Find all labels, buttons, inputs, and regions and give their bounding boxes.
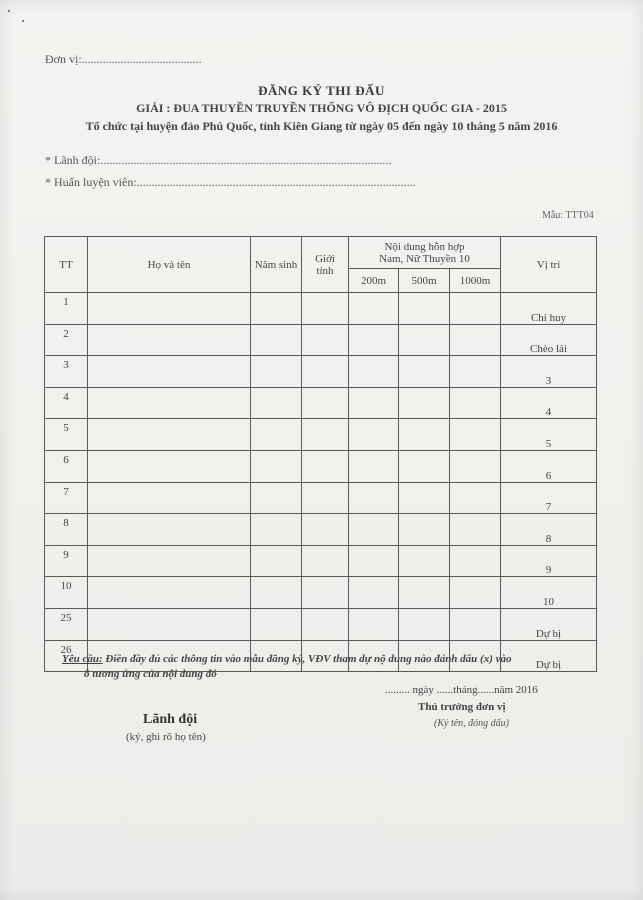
row-500m-cell[interactable]: [399, 482, 450, 514]
row-position-cell: 4: [501, 387, 597, 419]
table-row: [45, 482, 597, 514]
row-500m-cell[interactable]: [399, 387, 450, 419]
row-position-cell: 7: [501, 482, 597, 514]
row-name-cell[interactable]: [88, 356, 251, 388]
row-gender-cell[interactable]: [302, 387, 349, 419]
team-leader-field-label: * Lãnh đội:.................................................................................................: [45, 153, 392, 167]
row-position-cell: Chèo lái: [501, 324, 597, 356]
paper-speck: [22, 20, 24, 22]
row-birth-year-cell[interactable]: [251, 419, 302, 451]
header-full-name: Họ và tên: [88, 237, 251, 293]
row-birth-year-cell[interactable]: [251, 514, 302, 546]
row-200m-cell[interactable]: [349, 387, 399, 419]
row-1000m-cell[interactable]: [450, 324, 501, 356]
row-gender-cell[interactable]: [302, 293, 349, 325]
row-1000m-cell[interactable]: [450, 450, 501, 482]
row-1000m-cell[interactable]: [450, 387, 501, 419]
row-1000m-cell[interactable]: [450, 608, 501, 640]
row-200m-cell[interactable]: [349, 545, 399, 577]
row-tt-cell: 26: [45, 640, 88, 672]
header-events-line1: Nội dung hỗn hợp: [384, 240, 465, 253]
row-position-cell: Dự bị: [501, 608, 597, 640]
form-code: Mẫu: TTT04: [542, 210, 594, 221]
row-tt-cell: 5: [45, 419, 88, 451]
row-name-cell[interactable]: [88, 419, 251, 451]
row-tt-cell: 8: [45, 514, 88, 546]
row-500m-cell[interactable]: [399, 577, 450, 609]
row-500m-cell[interactable]: [399, 419, 450, 451]
row-position-cell: 3: [501, 356, 597, 388]
row-200m-cell[interactable]: [349, 293, 399, 325]
unit-head-title: Thủ trưởng đơn vị: [418, 701, 506, 713]
row-500m-cell[interactable]: [399, 514, 450, 546]
coach-field-label: * Huấn luyện viên:.............................................................................................: [45, 175, 416, 189]
table-body: [45, 293, 597, 672]
row-name-cell[interactable]: [88, 293, 251, 325]
row-tt-cell: 7: [45, 482, 88, 514]
table-row: [45, 387, 597, 419]
row-200m-cell[interactable]: [349, 356, 399, 388]
table-row: [45, 545, 597, 577]
table-row: [45, 577, 597, 609]
row-1000m-cell[interactable]: [450, 419, 501, 451]
row-tt-cell: 6: [45, 450, 88, 482]
table-row: [45, 608, 597, 640]
row-position-cell: 9: [501, 545, 597, 577]
requirement-note-line2: ô tương ứng của nội dung đó: [84, 668, 217, 680]
tournament-name: GIẢI : ĐUA THUYỀN TRUYỀN THỐNG VÔ ĐỊCH QUỐC GIA - 2015: [136, 101, 507, 115]
row-gender-cell[interactable]: [302, 356, 349, 388]
header-1000m: 1000m: [450, 269, 501, 293]
row-500m-cell[interactable]: [399, 324, 450, 356]
row-500m-cell[interactable]: [399, 545, 450, 577]
row-position-cell: 5: [501, 419, 597, 451]
row-500m-cell[interactable]: [399, 450, 450, 482]
row-gender-cell[interactable]: [302, 545, 349, 577]
header-gender-line1: Giới: [315, 252, 335, 265]
row-name-cell[interactable]: [88, 324, 251, 356]
table-row: [45, 514, 597, 546]
row-gender-cell[interactable]: [302, 419, 349, 451]
header-200m: 200m: [349, 269, 399, 293]
unit-head-instruction: (Ký tên, đóng dấu): [434, 718, 509, 729]
row-tt-cell: 10: [45, 577, 88, 609]
row-tt-cell: 9: [45, 545, 88, 577]
header-birth-year: Năm sinh: [251, 237, 302, 293]
paper-speck: [8, 10, 10, 12]
row-name-cell[interactable]: [88, 514, 251, 546]
row-tt-cell: 4: [45, 387, 88, 419]
table-row: [45, 356, 597, 388]
row-1000m-cell[interactable]: [450, 577, 501, 609]
row-200m-cell[interactable]: [349, 577, 399, 609]
row-1000m-cell[interactable]: [450, 356, 501, 388]
row-200m-cell[interactable]: [349, 514, 399, 546]
row-200m-cell[interactable]: [349, 419, 399, 451]
row-gender-cell[interactable]: [302, 324, 349, 356]
row-tt-cell: 25: [45, 608, 88, 640]
requirement-note: [62, 653, 512, 665]
row-name-cell[interactable]: [88, 545, 251, 577]
row-1000m-cell[interactable]: [450, 293, 501, 325]
header-gender-line2: tính: [316, 264, 334, 277]
table-row: [45, 293, 597, 325]
row-500m-cell[interactable]: [399, 293, 450, 325]
team-leader-title: Lãnh đội: [143, 712, 198, 727]
row-birth-year-cell[interactable]: [251, 577, 302, 609]
row-position-cell: 6: [501, 450, 597, 482]
signature-date-line: ......... ngày ......tháng......năm 2016: [385, 684, 538, 696]
table-row: [45, 450, 597, 482]
row-200m-cell[interactable]: [349, 324, 399, 356]
row-gender-cell[interactable]: [302, 577, 349, 609]
row-birth-year-cell[interactable]: [251, 293, 302, 325]
row-birth-year-cell[interactable]: [251, 387, 302, 419]
row-birth-year-cell[interactable]: [251, 545, 302, 577]
row-name-cell[interactable]: [88, 450, 251, 482]
row-position-cell: 10: [501, 577, 597, 609]
row-200m-cell[interactable]: [349, 608, 399, 640]
row-1000m-cell[interactable]: [450, 482, 501, 514]
header-gender: [302, 237, 349, 293]
row-birth-year-cell[interactable]: [251, 356, 302, 388]
requirement-text: Điền đầy đủ các thông tin vào mẫu đăng ký, VĐV tham dự nộ dung nào đánh dấu (x) vào: [102, 653, 512, 665]
header-events: [349, 237, 501, 269]
row-birth-year-cell[interactable]: [251, 482, 302, 514]
row-position-cell: Chỉ huy: [501, 293, 597, 325]
header-tt: TT: [45, 237, 88, 293]
row-200m-cell[interactable]: [349, 482, 399, 514]
row-birth-year-cell[interactable]: [251, 324, 302, 356]
row-name-cell[interactable]: [88, 482, 251, 514]
row-gender-cell[interactable]: [302, 450, 349, 482]
row-tt-cell: 1: [45, 293, 88, 325]
table-row: [45, 419, 597, 451]
row-tt-cell: 2: [45, 324, 88, 356]
team-leader-instruction: (ký, ghi rõ họ tên): [126, 731, 206, 743]
row-gender-cell[interactable]: [302, 514, 349, 546]
header-events-line2: Nam, Nữ Thuyền 10: [379, 252, 470, 265]
table-row: [45, 324, 597, 356]
organization-info: Tổ chức tại huyện đảo Phú Quốc, tỉnh Kiên Giang từ ngày 05 đến ngày 10 tháng 5 năm 2016: [85, 119, 558, 133]
row-name-cell[interactable]: [88, 387, 251, 419]
row-birth-year-cell[interactable]: [251, 608, 302, 640]
requirement-label: Yêu cầu:: [62, 653, 103, 665]
header-500m: 500m: [399, 269, 450, 293]
row-gender-cell[interactable]: [302, 608, 349, 640]
header-position: Vị trí: [501, 237, 597, 293]
registration-table: [44, 236, 597, 672]
row-200m-cell[interactable]: [349, 450, 399, 482]
row-position-cell: 8: [501, 514, 597, 546]
form-title: ĐĂNG KÝ THI ĐẤU: [258, 83, 385, 98]
row-gender-cell[interactable]: [302, 482, 349, 514]
row-name-cell[interactable]: [88, 608, 251, 640]
row-name-cell[interactable]: [88, 577, 251, 609]
row-500m-cell[interactable]: [399, 608, 450, 640]
row-birth-year-cell[interactable]: [251, 450, 302, 482]
unit-field-label: Đơn vị:........................................: [45, 52, 202, 66]
row-1000m-cell[interactable]: [450, 545, 501, 577]
row-tt-cell: 3: [45, 356, 88, 388]
row-1000m-cell[interactable]: [450, 514, 501, 546]
row-position-cell: Dự bị: [501, 640, 597, 672]
row-500m-cell[interactable]: [399, 356, 450, 388]
